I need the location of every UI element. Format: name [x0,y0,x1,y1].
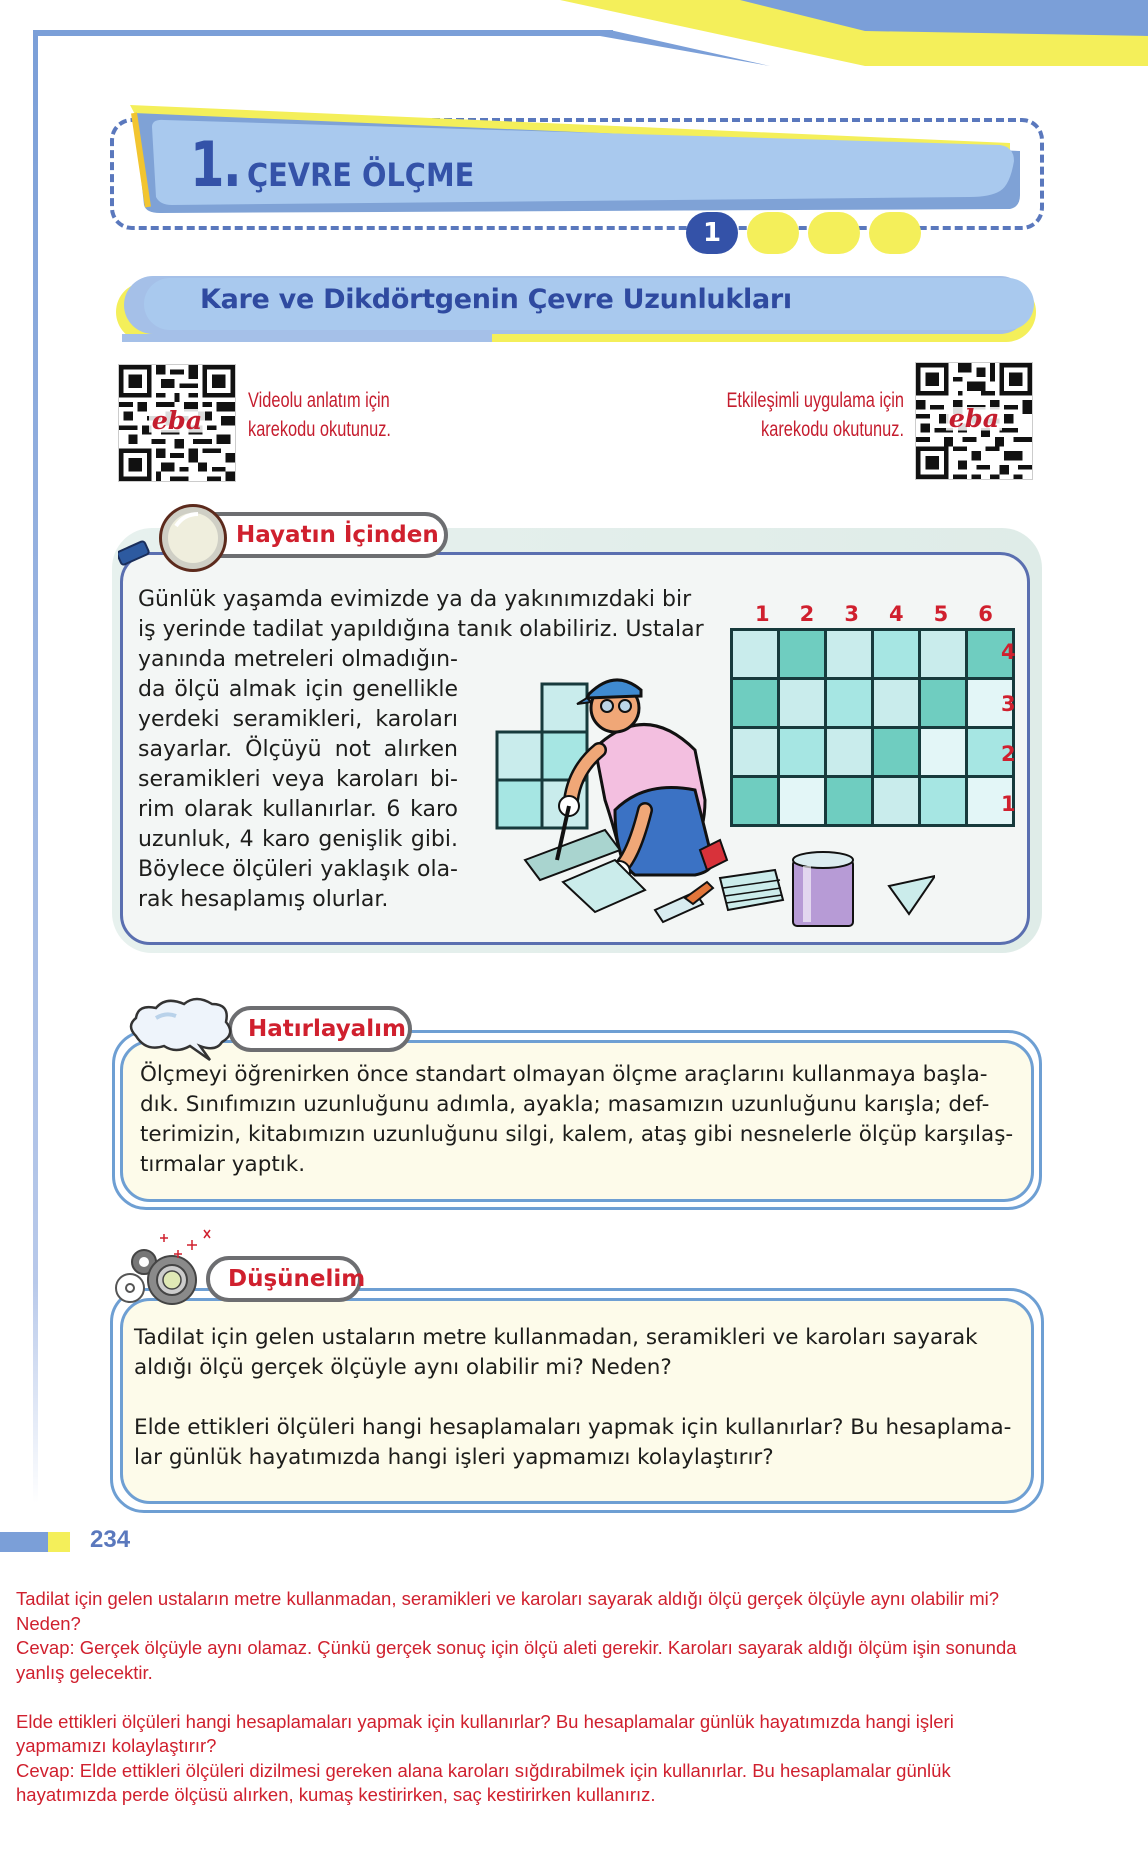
tile [874,729,918,775]
page-frame-left [33,33,38,1503]
grid-row-label: 2 [1001,742,1016,766]
tile [921,631,965,677]
think-question-2: Elde ettikleri ölçüleri hangi hesaplamaları yapmak için kullanırlar? Bu hesaplama- lar günlük hayatımızda hangi işleri yapmamızı kolaylaştırır? [134,1415,1012,1470]
gears-icon [112,1228,232,1314]
lesson-progress [686,212,921,254]
remember-section-tab [228,1006,412,1052]
remember-section-text: Ölçmeyi öğrenirken önce standart olmayan ölçme araçlarını kullanmaya başla- dık. Sınıfımızın uzunluğunu adımla, ayakla; masamızın uzunluğunu karışla; def- terimizin, kitabımızın uzunluğunu silgi, kalem, ataş gibi nesnelerle ölçüp karşılaş- tırmalar yaptık. [140,1062,1014,1177]
header-decoration [0,0,1148,80]
tile [780,778,824,824]
thought-cloud-icon [126,996,236,1062]
page-number-bar [0,1532,48,1552]
qr-code-icon [119,365,235,481]
page-frame-top [33,30,613,36]
qr-code-video[interactable] [118,364,236,482]
grid-row-label: 3 [1001,692,1016,716]
answer-question-2: Elde ettikleri ölçüleri hangi hesaplamaları yapmak için kullanırlar? Bu hesaplamalar günlük hayatımızda hangi işleri [16,1710,954,1732]
answer-question-1: Tadilat için gelen ustaların metre kullanmadan, seramikleri ve karoları sayarak aldığı ölçü gerçek ölçüyle aynı olabilir mi? [16,1588,1000,1609]
qr-code-icon [916,363,1032,479]
think-question-1: Tadilat için gelen ustaların metre kullanmadan, seramikleri ve karoları sayarak aldığı ölçü gerçek ölçüyle aynı olabilir mi? Neden? [134,1325,978,1380]
page-number-accent [48,1532,70,1552]
qr-label-interactive: Etkileşimli uygulama için karekodu okutunuz. [726,389,904,441]
remember-section-heading: Hatırlayalım [248,1016,406,1042]
tile [921,778,965,824]
tile [827,729,871,775]
life-section-tab [190,512,448,558]
progress-dot-1: 1 [686,212,738,254]
tile [874,778,918,824]
page-number: 234 [90,1526,131,1553]
answer-2: Cevap: Elde ettikleri ölçüleri dizilmesi gereken alana karoları sığdırabilmek için kullanırlar. Bu hesaplamalar günlük [16,1759,951,1781]
chapter-name: ÇEVRE ÖLÇME [246,156,474,194]
tile [827,631,871,677]
tile [780,680,824,726]
answer-1: Cevap: Gerçek ölçüyle aynı olamaz. Çünkü gerçek sonuç için ölçü aleti gerekir. Karoları sayarak aldığı ölçüm işin sonunda [16,1637,1017,1658]
qr-code-interactive[interactable] [915,362,1033,480]
think-section-text [134,1323,1024,1503]
progress-dot-2 [747,212,799,254]
qr-label-video: Videolu anlatım için karekodu okutunuz. [248,389,391,441]
tile [827,778,871,824]
svg-text:eba: eba [948,404,1000,435]
tile-grid [730,628,1015,827]
svg-text:eba: eba [151,406,203,437]
section-subtitle: Kare ve Dikdörtgenin Çevre Uzunlukları [200,284,792,315]
tile [733,631,777,677]
tile [921,680,965,726]
tile [733,729,777,775]
tile [733,778,777,824]
grid-row-label: 1 [1001,792,1016,816]
magnifier-icon [118,502,228,578]
tile [733,680,777,726]
life-section-text: Günlük yaşamda evimizde ya da yakınımızdaki bir iş yerinde tadilat yapıldığına tanık olabiliriz. Ustalar yanında metreleri olmadığın- da ölçü almak için genellikle yerdeki seramikleri, karoları sayarlar. Ölçüyü not alırken seramikleri veya karoları bi- rim olarak kullanırlar. 6 karo uzunluk, 4 karo genişlik gibi. Böylece ölçüleri yaklaşık ola- rak hesaplamış olurlar. [138,587,704,912]
chapter-number: 1. [190,128,241,201]
chapter-title [190,128,499,201]
tile [780,729,824,775]
tile [780,631,824,677]
answer-key: Tadilat için gelen ustaların metre kullanmadan, seramikleri ve karoları sayarak aldığı ölçü gerçek ölçüyle aynı olabilir mi? Neden? Cevap: Gerçek ölçüyle aynı olamaz. Çünkü gerçek sonuç için ölçü aleti gerekir. Karoları sayarak aldığı ölçüm işin sonunda yanlış gelecektir. Elde ettikleri ölçüleri hangi hesaplamaları yapmak için kullanırlar? Bu hesaplamalar günlük hayatımızda hangi işleri yapmamızı kolaylaştırır? Cevap: Elde ettikleri ölçüleri dizilmesi gereken alana karoları sığdırabilmek için kullanırlar. Bu hesaplamalar günlük hayatımızda perde ölçüsü alırken, kumaş kestirirken, saç kestirirken kullanırız. [16,1587,1136,1808]
progress-dot-4 [869,212,921,254]
tile [874,631,918,677]
life-section-heading: Hayatın İçinden [236,522,439,548]
tile [921,729,965,775]
tile [827,680,871,726]
tile [874,680,918,726]
progress-dot-3 [808,212,860,254]
grid-column-labels: 1 2 3 4 5 6 [755,602,993,626]
think-section-heading: Düşünelim [228,1266,366,1292]
grid-row-label: 4 [1001,640,1016,664]
page-frame-taper [600,30,770,70]
